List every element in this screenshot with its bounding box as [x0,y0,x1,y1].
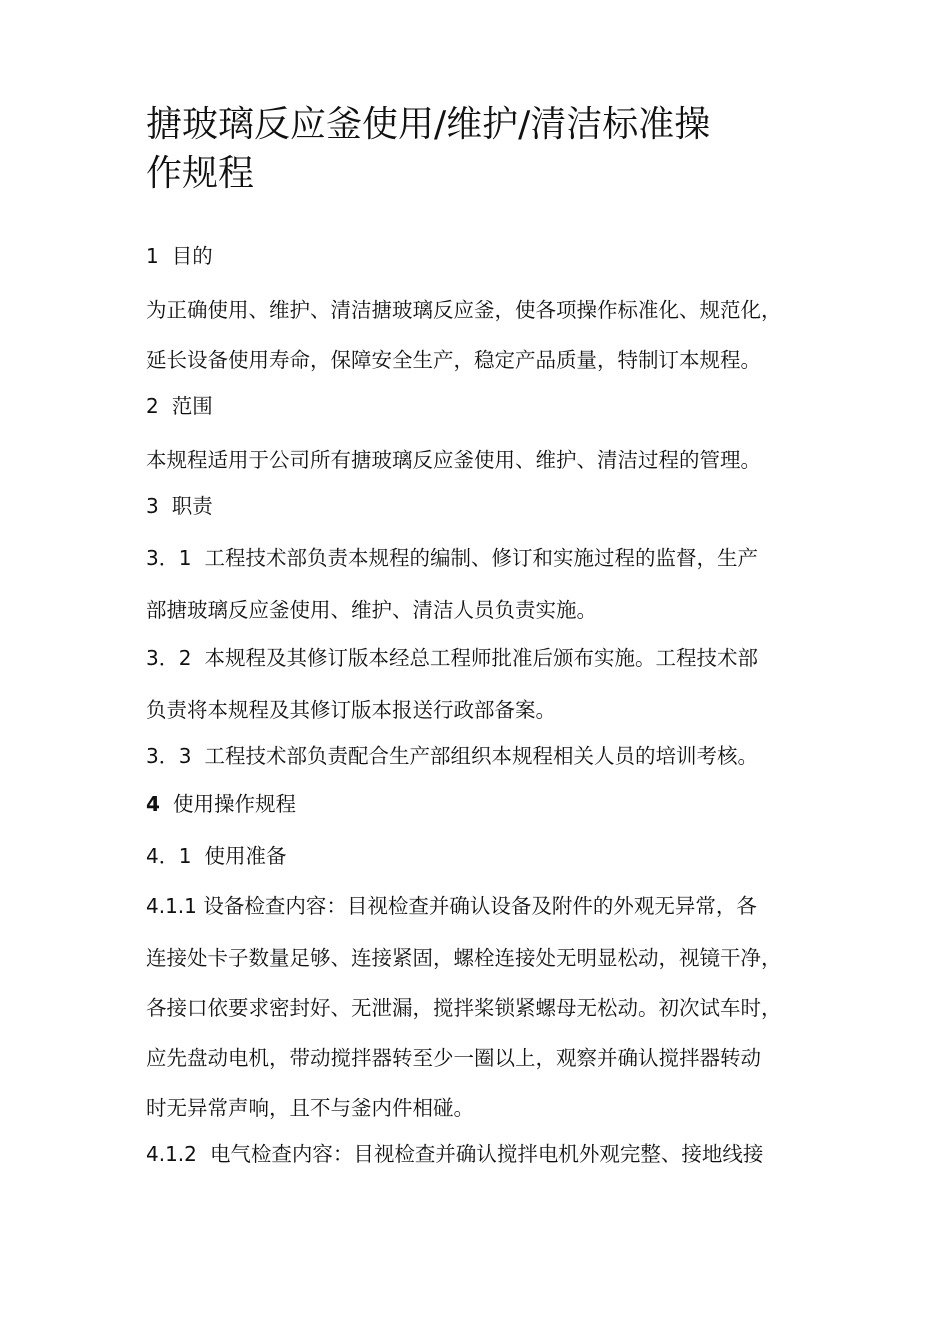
paragraph-line: 负责将本规程及其修订版本报送行政部备案。 [146,698,556,722]
paragraph-text: 工程技术部负责配合生产部组织本规程相关人员的培训考核。 [204,744,758,768]
section-title: 使用操作规程 [172,792,296,816]
subsection-number: 3．1 [146,546,192,570]
section-number: 1 [146,244,159,268]
paragraph-line: 为正确使用、维护、清洁搪玻璃反应釜，使各项操作标准化、规范化， [146,298,782,322]
subsection-4-1 [146,842,826,870]
section-number: 3 [146,494,159,518]
paragraph-line: 连接处卡子数量足够、连接紧固，螺栓连接处无明显松动，视镜干净， [146,946,782,970]
section-number: 2 [146,394,159,418]
paragraph-line: 应先盘动电机，带动搅拌器转至少一圈以上，观察并确认搅拌器转动 [146,1046,761,1070]
subsection-number: 3．3 [146,744,192,768]
subsection-title: 使用准备 [204,844,287,868]
paragraph-line: 各接口依要求密封好、无泄漏，搅拌桨锁紧螺母无松动。初次试车时， [146,996,782,1020]
subsection-number: 3．2 [146,646,192,670]
paragraph-line: 延长设备使用寿命，保障安全生产，稳定产品质量，特制订本规程。 [146,348,761,372]
subsection-number: 4．1 [146,844,192,868]
section-number: 4 [146,792,160,816]
paragraph-text: 电气检查内容：目视检查并确认搅拌电机外观完整、接地线接 [209,1142,764,1166]
section-3-heading [146,492,826,520]
paragraph-text: 设备检查内容：目视检查并确认设备及附件的外观无异常，各 [203,894,757,918]
paragraph-text: 工程技术部负责本规程的编制、修订和实施过程的监督，生产 [204,546,758,570]
section-4-heading [146,790,826,818]
subsection-4-1-1 [146,892,826,920]
section-title: 职责 [171,494,213,518]
document-title [146,100,846,198]
section-title: 范围 [171,394,213,418]
subsection-3-2 [146,644,826,672]
subsection-number: 4.1.1 [146,894,197,918]
paragraph-line: 时无异常声响，且不与釜内件相碰。 [146,1096,474,1120]
subsection-number: 4.1.2 [146,1142,197,1166]
section-1-heading [146,242,826,270]
subsection-3-3 [146,742,826,770]
section-2-heading [146,392,826,420]
title-line-1: 搪玻璃反应釜使用/维护/清洁标准操 [146,104,711,145]
subsection-4-1-2 [146,1140,826,1168]
paragraph-line: 本规程适用于公司所有搪玻璃反应釜使用、维护、清洁过程的管理。 [146,448,761,472]
paragraph-text: 本规程及其修订版本经总工程师批准后颁布实施。工程技术部 [204,646,758,670]
subsection-3-1 [146,544,826,572]
title-line-2: 作规程 [146,153,255,194]
paragraph-line: 部搪玻璃反应釜使用、维护、清洁人员负责实施。 [146,598,597,622]
section-title: 目的 [171,244,213,268]
